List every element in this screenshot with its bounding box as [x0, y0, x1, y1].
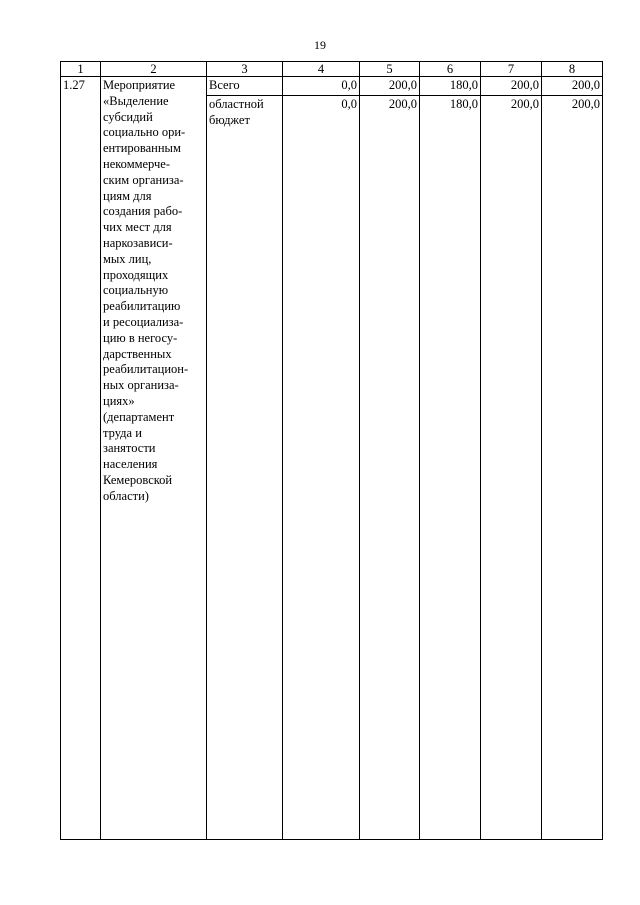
value-cell: 200,0 [360, 96, 420, 840]
measure-description: Мероприятие «Выделение субсидий социально ори- ентированным некоммерче- ским организа- циям для создания рабо- чих мест для наркозависи- мых лиц, проходящих социальную реабилитацию и ресоциализа- цию в негосу- дарственных реабилитацион- ных организа- циях» (департамент труда и занятости населения Кемеровской области) [101, 77, 207, 840]
value-cell: 0,0 [283, 77, 360, 96]
value-cell: 0,0 [283, 96, 360, 840]
column-number: 6 [420, 62, 481, 77]
column-number: 4 [283, 62, 360, 77]
value-cell: 200,0 [542, 96, 603, 840]
value-cell: 200,0 [542, 77, 603, 96]
funding-table [60, 61, 603, 840]
value-cell: 200,0 [481, 77, 542, 96]
column-number: 2 [101, 62, 207, 77]
page-number: 19 [314, 38, 326, 52]
column-number-row [61, 62, 603, 77]
funding-source: областной бюджет [207, 96, 283, 840]
value-cell: 200,0 [360, 77, 420, 96]
row-id: 1.27 [61, 77, 101, 840]
column-number: 1 [61, 62, 101, 77]
value-cell: 200,0 [481, 96, 542, 840]
value-cell: 180,0 [420, 96, 481, 840]
value-cell: 180,0 [420, 77, 481, 96]
column-number: 3 [207, 62, 283, 77]
column-number: 8 [542, 62, 603, 77]
column-number: 7 [481, 62, 542, 77]
table-row-total [61, 77, 603, 96]
column-number: 5 [360, 62, 420, 77]
funding-source: Всего [207, 77, 283, 96]
